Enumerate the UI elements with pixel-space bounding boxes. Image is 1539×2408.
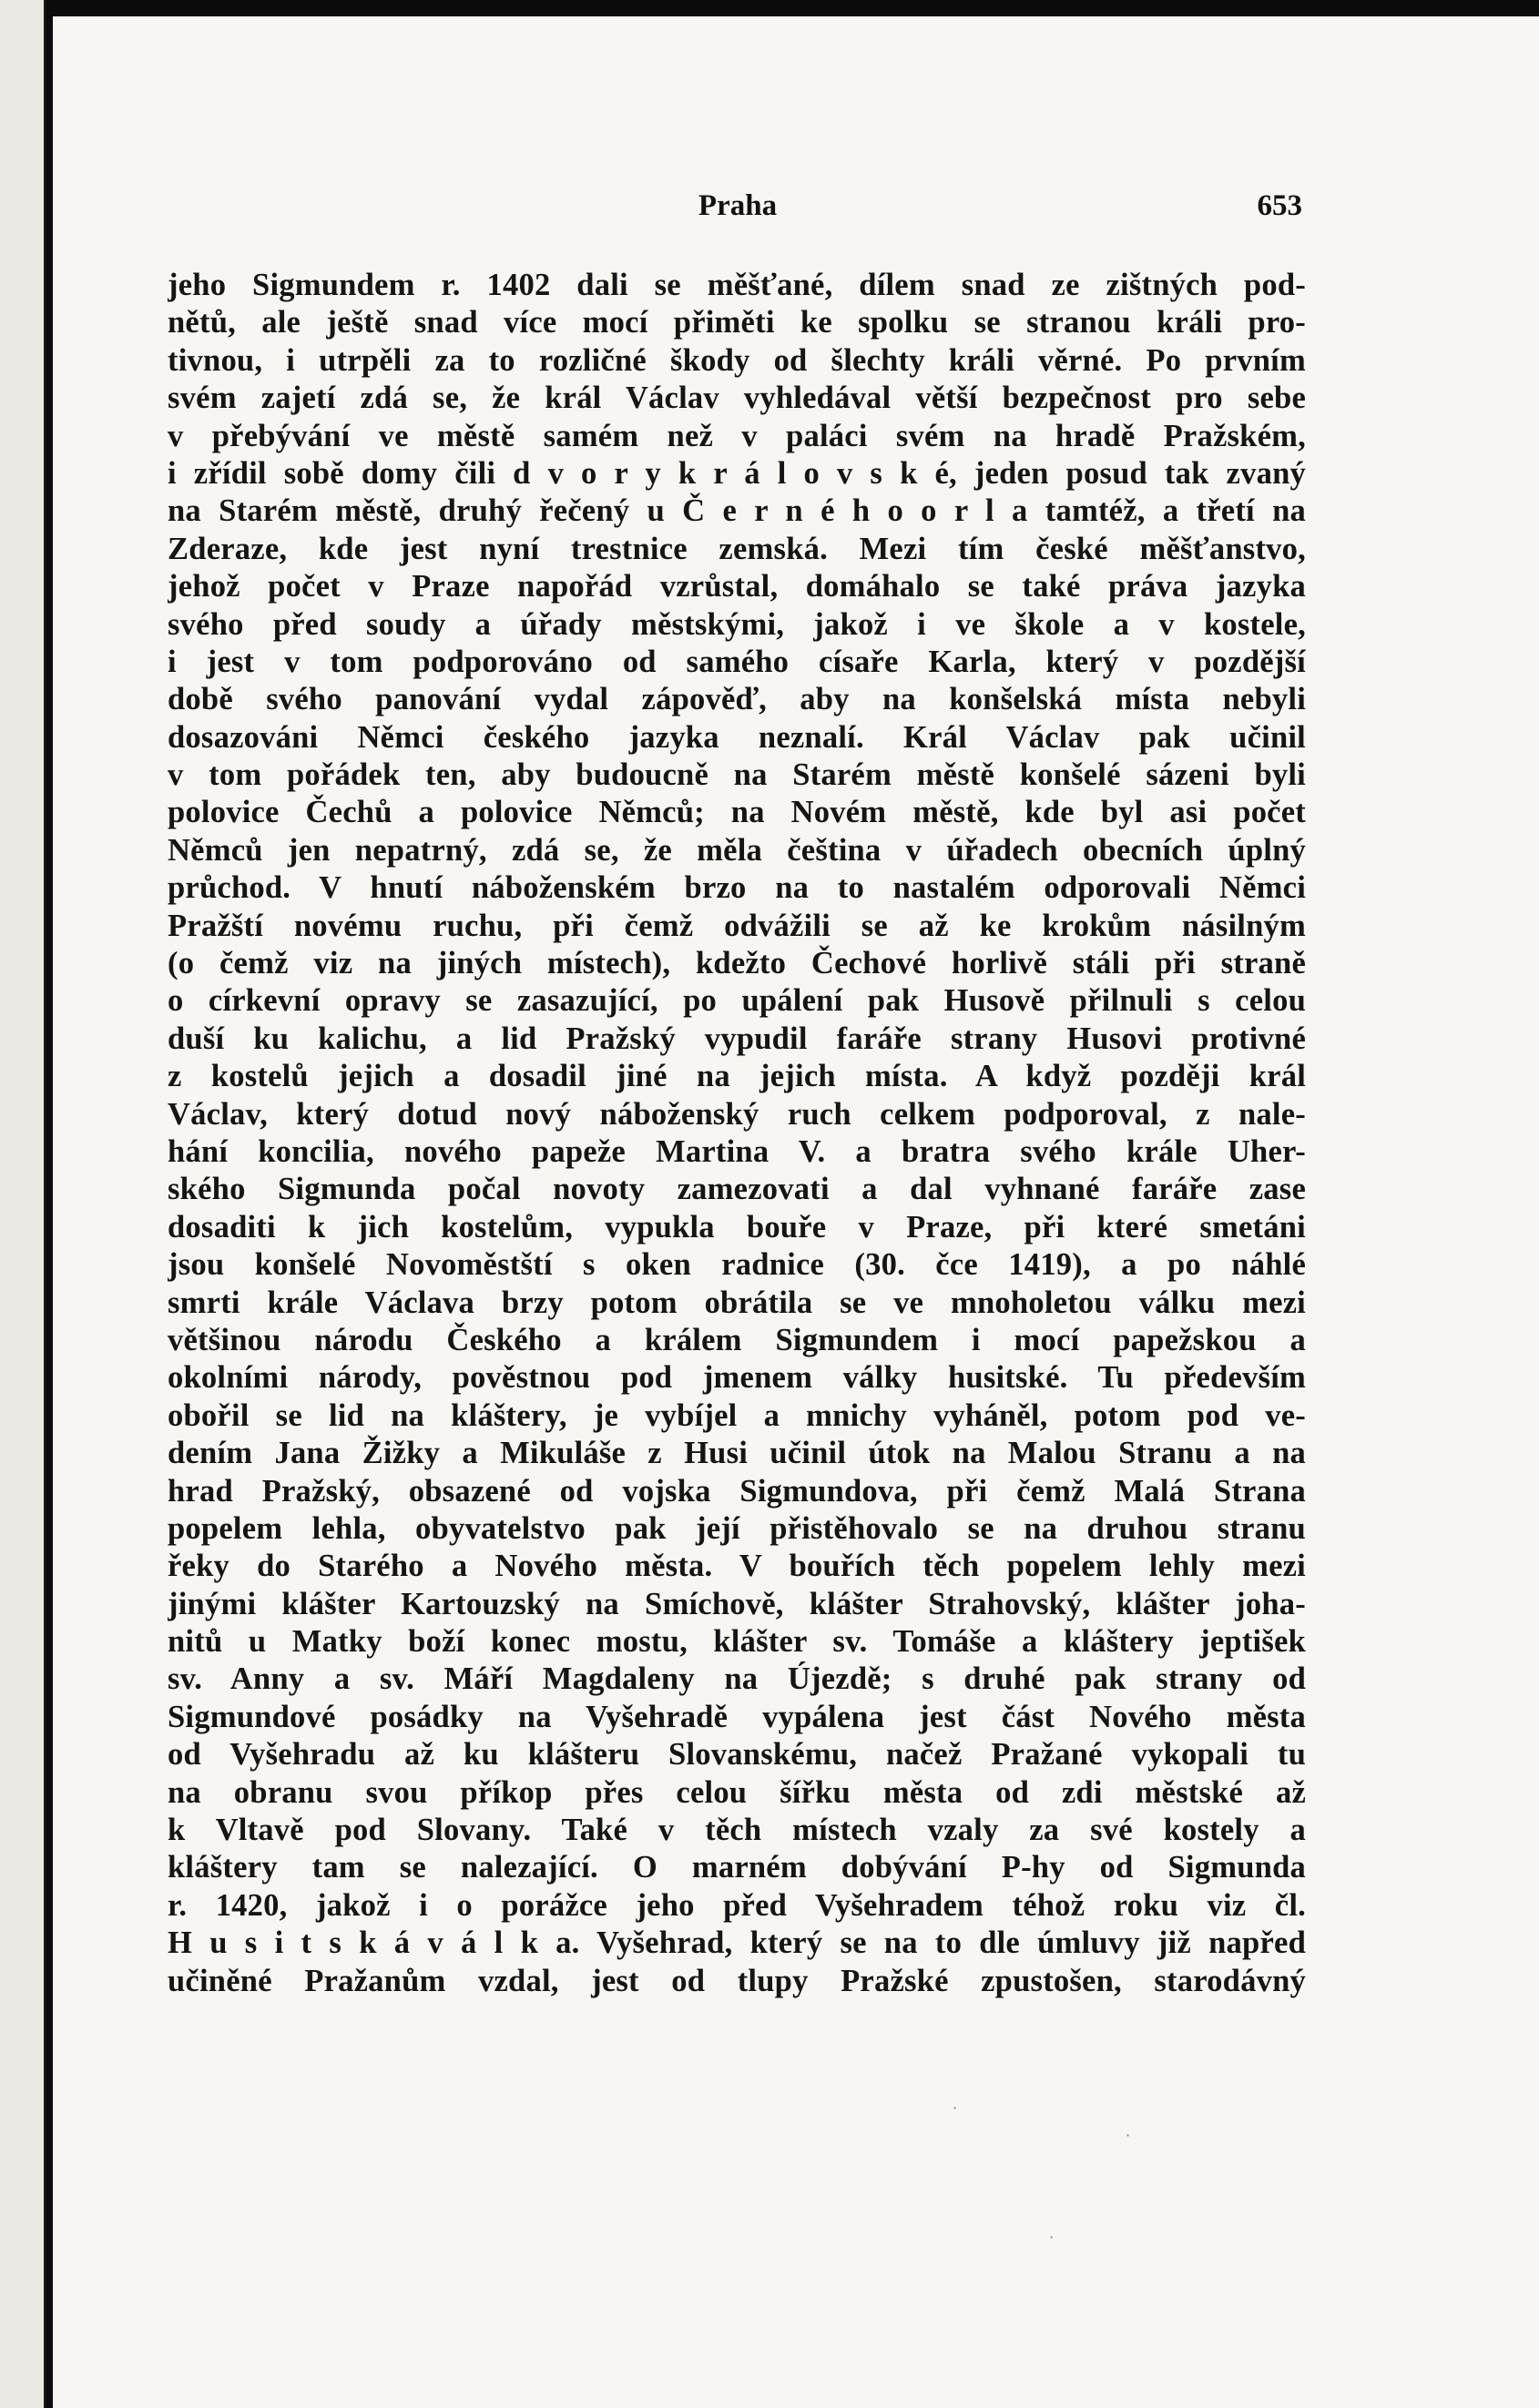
text-line: polovice Čechů a polovice Němců; na Novém městě, kde byl asi počet: [168, 795, 1306, 830]
text-line: hání koncilia, nového papeže Martina V. a bratra svého krále Uher-: [168, 1133, 1306, 1169]
text-line: jeho Sigmundem r. 1402 dali se měšťané, dílem snad ze zištných pod-: [168, 268, 1306, 302]
page-header: [173, 189, 1302, 244]
text-line: jinými klášter Kartouzský na Smíchově, klášter Strahovský, klášter joha-: [168, 1586, 1306, 1621]
running-title: Praha: [698, 189, 778, 222]
text-line: k Vltavě pod Slovany. Také v těch místech vzaly za své kostely a: [168, 1813, 1306, 1848]
text-line: sv. Anny a sv. Máří Magdaleny na Újezdě; s druhé pak strany od: [168, 1661, 1306, 1697]
text-line: ského Sigmunda počal novoty zamezovati a dal vyhnané faráře zase: [168, 1172, 1306, 1207]
text-line: nětů, ale ještě snad více mocí přiměti ke spolku se stranou králi pro-: [168, 305, 1306, 340]
text-line: r. 1420, jakož i o porážce jeho před Vyšehradem téhož roku viz čl.: [168, 1887, 1306, 1923]
text-line: jehož počet v Praze napořád vzrůstal, domáhalo se také práva jazyka: [168, 569, 1306, 605]
text-line: Pražští novému ruchu, při čemž odvážili se až ke krokům násilným: [168, 908, 1306, 943]
text-line: i zřídil sobě domy čili d v o r y k r á l o v s k é, jeden posud tak zvaný: [168, 455, 1306, 491]
text-line: na Starém městě, druhý řečený u Č e r n é h o o r l a tamtéž, a třetí na: [168, 493, 1306, 529]
text-line: řeky do Starého a Nového města. V bouřích těch popelem lehly mezi: [168, 1549, 1306, 1584]
text-line: dosaditi k jich kostelům, vypukla bouře v Praze, při které smetáni: [168, 1209, 1306, 1245]
text-line: (o čemž viz na jiných místech), kdežto Čechové horlivě stáli při straně: [168, 946, 1306, 981]
text-line: na obranu svou příkop přes celou šířku města od zdi městské až: [168, 1774, 1306, 1810]
text-line: dosazováni Němci českého jazyka neznalí. Král Václav pak učinil: [168, 719, 1306, 755]
text-line: popelem lehla, obyvatelstvo pak její přistěhovalo se na druhou stranu: [168, 1510, 1306, 1546]
text-line: o církevní opravy se zasazující, po upálení pak Husově přilnuli s celou: [168, 983, 1306, 1019]
text-line: většinou národu Českého a králem Sigmundem i mocí papežskou a: [168, 1322, 1306, 1357]
text-line: Zderaze, kde jest nyní trestnice zemská. Mezi tím české měšťanstvo,: [168, 531, 1306, 566]
text-line: nitů u Matky boží konec mostu, klášter sv. Tomáše a kláštery jeptišek: [168, 1624, 1306, 1660]
text-line: průchod. V hnutí náboženském brzo na to nastalém odporovali Němci: [168, 870, 1306, 906]
text-line: okolními národy, pověstnou pod jmenem války husitské. Tu především: [168, 1360, 1306, 1396]
text-line: učiněné Pražanům vzdal, jest od tlupy Pražské zpustošen, starodávný: [168, 1963, 1306, 1998]
text-line: době svého panování vydal zápověď, aby na konšelská místa nebyli: [168, 682, 1306, 717]
text-line: dením Jana Žižky a Mikuláše z Husi učinil útok na Malou Stranu a na: [168, 1436, 1306, 1471]
body-text: [168, 267, 1306, 2037]
text-line: [168, 2000, 1306, 2037]
text-line: hrad Pražský, obsazené od vojska Sigmundova, při čemž Malá Strana: [168, 1473, 1306, 1509]
text-line: z kostelů jejich a dosadil jiné na jejich místa. A když později král: [168, 1059, 1306, 1094]
text-line: obořil se lid na kláštery, je vybíjel a mnichy vyháněl, potom pod ve-: [168, 1397, 1306, 1433]
text-line: Němců jen nepatrný, zdá se, že měla čeština v úřadech obecních úplný: [168, 832, 1306, 868]
text-line: svém zajetí zdá se, že král Václav vyhledával větší bezpečnost pro sebe: [168, 381, 1306, 416]
text-line: i jest v tom podporováno od samého císaře Karla, který v pozdější: [168, 644, 1306, 679]
page-number: 653: [1257, 189, 1302, 222]
text-line: H u s i t s k á v á l k a. Vyšehrad, který se na to dle úmluvy již napřed: [168, 1925, 1306, 1961]
scan-speck: ·: [953, 2099, 958, 2117]
scan-speck: ·: [1126, 2127, 1131, 2144]
text-line: smrti krále Václava brzy potom obrátila se ve mnoholetou válku mezi: [168, 1285, 1306, 1320]
text-line: Václav, který dotud nový náboženský ruch celkem podporoval, z nale-: [168, 1096, 1306, 1132]
text-line: kláštery tam se nalezající. O marném dobývání P-hy od Sigmunda: [168, 1850, 1306, 1885]
text-line: od Vyšehradu až ku klášteru Slovanskému, načež Pražané vykopali tu: [168, 1737, 1306, 1773]
text-line: v přebývání ve městě samém než v paláci svém na hradě Pražském,: [168, 418, 1306, 453]
text-line: duší ku kalichu, a lid Pražský vypudil faráře strany Husovi protivné: [168, 1021, 1306, 1056]
text-line: Sigmundové posádky na Vyšehradě vypálena jest část Nového města: [168, 1699, 1306, 1734]
text-line: tivnou, i utrpěli za to rozličné škody od šlechty králi věrné. Po prvním: [168, 342, 1306, 378]
text-line: v tom pořádek ten, aby budoucně na Starém městě konšelé sázeni byli: [168, 757, 1306, 793]
text-line: jsou konšelé Novoměstští s oken radnice (30. čce 1419), a po náhlé: [168, 1247, 1306, 1283]
facing-page-edge: [0, 0, 46, 2408]
text-line: svého před soudy a úřady městskými, jakož i ve škole a v kostele,: [168, 606, 1306, 642]
scan-speck: ·: [1049, 2229, 1055, 2246]
